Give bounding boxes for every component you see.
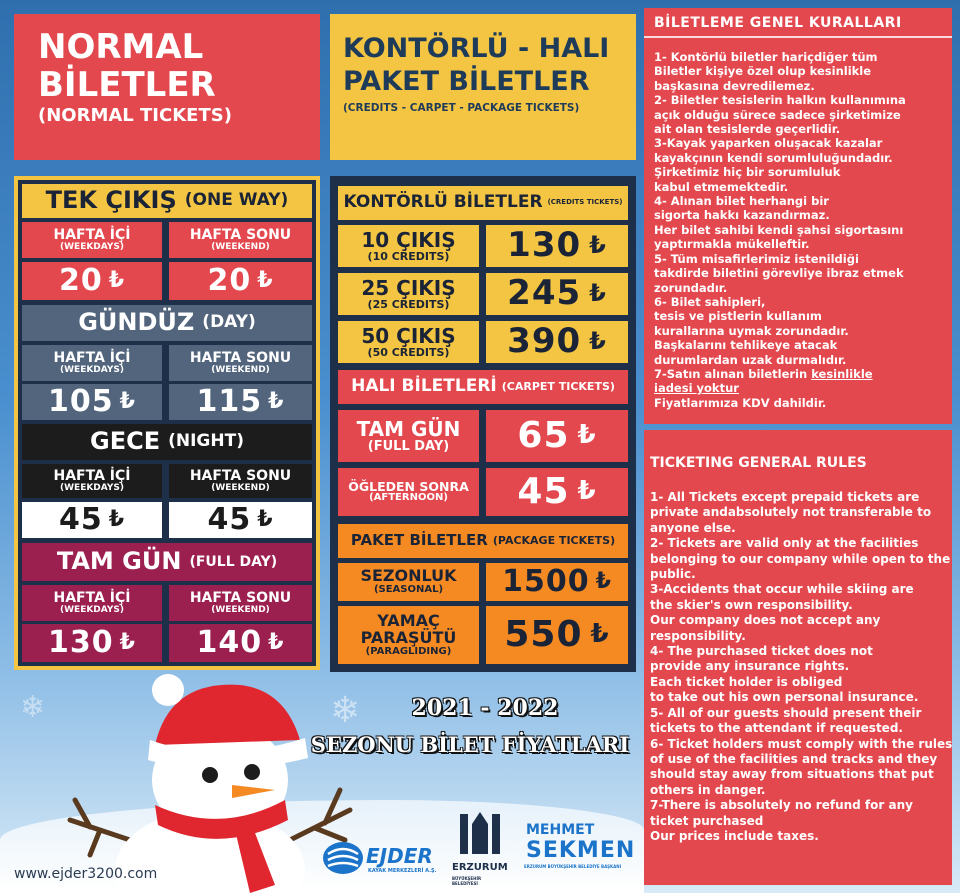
day-weekend-label	[169, 345, 312, 381]
rules-tr-line7-prefix: 7-Satın alınan biletlerin	[654, 366, 812, 381]
credits-header-sub: (CREDITS - CARPET - PACKAGE TICKETS)	[343, 102, 580, 114]
full-day-weekend-label	[169, 585, 312, 621]
ejder-logo	[322, 838, 442, 878]
price-value: 45	[58, 502, 103, 538]
erzurum-logo	[452, 806, 508, 886]
credits-label: 10 ÇIKIŞ	[361, 227, 456, 252]
rules-tr-line: Biletler kişiye özel olup kesinlikle	[654, 64, 872, 79]
one-way-weekend-price	[169, 262, 312, 300]
one-way-title-tr: TEK ÇIKIŞ	[45, 186, 177, 215]
carpet-title-tr: HALI BİLETLERİ	[351, 376, 497, 397]
day-weekdays-label	[22, 345, 162, 381]
night-title-en: (NIGHT)	[168, 431, 244, 452]
package-title-tr: PAKET BİLETLER	[350, 531, 488, 550]
carpet-title-en: (CARPET TICKETS)	[501, 380, 615, 394]
night-title	[22, 424, 312, 460]
night-title-tr: GECE	[90, 427, 161, 456]
rules-tr-line: Fiyatlarımıza KDV dahildir.	[654, 395, 827, 410]
rules-en-line: responsibility.	[650, 628, 746, 643]
weekend-label-en: (WEEKEND)	[211, 241, 270, 252]
credits-header	[330, 14, 636, 160]
full-day-title	[22, 543, 312, 581]
full-day-weekdays-price	[22, 624, 162, 662]
erzurum-logo-mark	[452, 806, 508, 862]
package-label-en: (PARAGLIDING)	[365, 645, 452, 657]
rules-en-line: belonging to our company while open to the	[650, 551, 951, 566]
rules-en-line: 3-Accidents that occur while skiing are	[650, 582, 914, 597]
erzurum-logo-text: ERZURUM	[452, 862, 508, 873]
rules-en-line: provide any insurance rights.	[650, 659, 850, 674]
price-value: 245	[507, 273, 582, 314]
rules-en-line: 4- The purchased ticket does not	[650, 644, 873, 659]
mehmet-sekmen-logo	[514, 816, 634, 876]
rules-tr-line	[654, 367, 948, 381]
normal-title-line1: NORMAL	[38, 27, 204, 67]
credits-row-price	[486, 321, 628, 363]
normal-title-line2: BİLETLER	[38, 65, 216, 105]
package-title	[338, 524, 628, 558]
weekend-label: HAFTA SONU	[189, 349, 292, 366]
carpet-label-en: (AFTERNOON)	[369, 492, 448, 504]
package-row-label	[338, 606, 479, 664]
full-day-title-tr: TAM GÜN	[56, 547, 182, 576]
price-value: 130	[48, 625, 114, 661]
snowflake-decoration: ❄	[330, 690, 361, 731]
website-link[interactable]: www.ejder3200.com	[14, 866, 158, 882]
credits-label-en: (10 CREDITS)	[367, 249, 450, 263]
lira-icon: ₺	[595, 569, 612, 595]
weekdays-label-en: (WEEKDAYS)	[60, 364, 124, 375]
rules-en-body	[650, 490, 954, 844]
season-title: SEZONU BİLET FİYATLARI	[310, 732, 630, 757]
rules-en-line: should stay away from situations that put	[650, 767, 934, 782]
lira-icon: ₺	[589, 327, 607, 356]
rules-en-line: Our prices include taxes.	[650, 828, 819, 843]
day-title	[22, 305, 312, 341]
lira-icon: ₺	[108, 507, 126, 533]
rules-tr-line: zorundadır.	[654, 280, 728, 295]
rules-tr-line: takdirde biletini görevliye ibraz etmek	[654, 266, 904, 281]
snowflake-decoration: ❄	[20, 690, 46, 725]
rules-tr-line: 6- Bilet sahipleri,	[654, 294, 766, 309]
lira-icon: ₺	[119, 630, 136, 656]
rules-tr-divider	[644, 36, 952, 38]
price-value: 140	[196, 625, 263, 661]
credits-header-line1: KONTÖRLÜ - HALI	[343, 33, 610, 64]
package-label: PARAŞÜTÜ	[360, 627, 457, 647]
lira-icon: ₺	[119, 389, 136, 415]
package-label-en: (SEASONAL)	[373, 584, 444, 596]
rules-en-line: Our company does not accept any	[650, 613, 881, 628]
credits-row-label	[338, 273, 479, 315]
credits-row-label	[338, 225, 479, 267]
weekdays-label: HAFTA İÇİ	[53, 226, 131, 243]
rules-en-line: 2- Tickets are valid only at the facilities	[650, 536, 919, 551]
rules-en-line: 7-There is absolutely no refund for any	[650, 798, 913, 813]
price-value: 1500	[502, 564, 590, 600]
one-way-title-en: (ONE WAY)	[184, 190, 289, 211]
package-row-price	[486, 563, 628, 601]
weekdays-label: HAFTA İÇİ	[53, 467, 131, 484]
rules-en-line: of use of the facilities and tracks and they	[650, 751, 938, 766]
sekmen-logo-sub: ERZURUM BÜYÜKŞEHİR BELEDİYE BAŞKANI	[524, 864, 622, 869]
carpet-row-label	[338, 410, 479, 462]
package-row-price	[486, 606, 628, 664]
rules-tr-line: durumlardan uzak durmalıdır.	[654, 352, 847, 367]
full-day-weekend-price	[169, 624, 312, 662]
ejder-logo-text: EJDER	[366, 844, 433, 868]
rules-tr-line	[654, 381, 948, 395]
price-value: 65	[517, 415, 570, 457]
rules-tr-line8-underlined: iadesi yoktur	[654, 381, 739, 396]
rules-tr-body	[654, 50, 948, 410]
lira-icon: ₺	[577, 420, 597, 451]
carpet-row-price	[486, 410, 628, 462]
rules-tr-line: Şirketimiz hiç bir sorumluluk	[654, 165, 841, 180]
weekdays-label: HAFTA İÇİ	[53, 589, 131, 606]
weekend-label: HAFTA SONU	[189, 467, 292, 484]
credits-header-line2: PAKET BİLETLER	[343, 66, 590, 97]
weekend-label: HAFTA SONU	[189, 589, 292, 606]
rules-en-line: Each ticket holder is obliged	[650, 674, 843, 689]
weekdays-label-en: (WEEKDAYS)	[60, 482, 124, 493]
rules-tr-title: BİLETLEME GENEL KURALLARI	[654, 15, 902, 31]
ejder-logo-sub: KAYAK MERKEZLERİ A.Ş.	[368, 868, 437, 874]
day-weekdays-price	[22, 384, 162, 420]
price-value: 20	[207, 263, 252, 299]
rules-en-title: TICKETING GENERAL RULES	[650, 455, 867, 471]
one-way-title	[22, 184, 312, 218]
credits-title-tr: KONTÖRLÜ BİLETLER	[343, 192, 543, 213]
erzurum-logo-sub: BÜYÜKŞEHİR BELEDİYESİ	[452, 876, 482, 886]
normal-tickets-header	[14, 14, 320, 160]
package-label: SEZONLUK	[360, 566, 457, 586]
credits-title	[338, 186, 628, 220]
rules-tr-line: 5- Tüm misafirlerimiz istenildiği	[654, 251, 859, 266]
credits-row-label	[338, 321, 479, 363]
package-title-en: (PACKAGE TICKETS)	[492, 534, 616, 548]
rules-tr-line: 4- Alınan bilet herhangi bir	[654, 194, 829, 209]
weekdays-label-en: (WEEKDAYS)	[60, 241, 124, 252]
rules-en-line: private andabsolutely not transferable to	[650, 505, 932, 520]
rules-en-line: anyone else.	[650, 520, 736, 535]
credits-row-price	[486, 273, 628, 315]
rules-tr-line: yaptırmakla mükelleftir.	[654, 237, 810, 252]
rules-tr-line: 1- Kontörlü biletler hariçdiğer tüm	[654, 50, 878, 64]
credits-title-en: (CREDITS TICKETS)	[547, 198, 623, 207]
price-value: 390	[507, 321, 582, 362]
night-weekend-label	[169, 464, 312, 498]
lira-icon: ₺	[589, 279, 607, 308]
rules-tr-line: kurallarına uymak zorundadır.	[654, 323, 849, 338]
rules-tr-line: sigorta hakkı kazandırmaz.	[654, 208, 830, 223]
rules-en-line: others in danger.	[650, 782, 766, 797]
lira-icon: ₺	[108, 268, 126, 294]
weekend-label-en: (WEEKEND)	[211, 604, 270, 615]
rules-en-line: 1- All Tickets except prepaid tickets are	[650, 490, 920, 504]
rules-tr-line: açık olduğu sürece sadece şirketimize	[654, 107, 901, 122]
lira-icon: ₺	[577, 476, 597, 507]
rules-en-line: public.	[650, 567, 696, 582]
rules-en-line: tickets to the attendant if requested.	[650, 721, 903, 736]
carpet-row-price	[486, 468, 628, 516]
credits-row-price	[486, 225, 628, 267]
weekend-label-en: (WEEKEND)	[211, 364, 270, 375]
rules-tr-line: başkasına devredilemez.	[654, 78, 815, 93]
rules-tr-line: kayakçının kendi sorumluluğundadır.	[654, 150, 893, 165]
one-way-weekdays-label	[22, 222, 162, 258]
sekmen-logo-text: SEKMEN	[526, 838, 636, 863]
rules-tr-line7-underlined: kesinlikle	[811, 366, 873, 381]
rules-en-line: 6- Ticket holders must comply with the rules	[650, 736, 953, 751]
ejder-logo-mark	[322, 840, 364, 876]
rules-tr-line: 3-Kayak yaparken oluşacak kazalar	[654, 136, 883, 151]
season-years: 2021 - 2022	[411, 695, 559, 721]
rules-tr-line: Her bilet sahibi kendi şahsi sigortasını	[654, 222, 904, 237]
lira-icon: ₺	[257, 268, 274, 294]
night-weekdays-price	[22, 502, 162, 538]
weekend-label: HAFTA SONU	[189, 226, 292, 243]
rules-tr-line: tesis ve pistlerin kullanım	[654, 309, 822, 324]
carpet-row-label	[338, 468, 479, 516]
lira-icon: ₺	[589, 231, 607, 260]
price-value: 550	[504, 614, 583, 656]
weekend-label-en: (WEEKEND)	[211, 482, 270, 493]
lira-icon: ₺	[268, 389, 285, 415]
rules-tr-line: 2- Biletler tesislerin halkın kullanımına	[654, 93, 906, 108]
one-way-weekend-label	[169, 222, 312, 258]
night-weekdays-label	[22, 464, 162, 498]
rules-en-line: the skier's own responsibility.	[650, 597, 853, 612]
rules-tr-line: Başkalarını tehlikeye atacak	[654, 338, 838, 353]
weekdays-label-en: (WEEKDAYS)	[60, 604, 124, 615]
price-value: 115	[196, 384, 263, 420]
lira-icon: ₺	[590, 619, 610, 650]
day-title-en: (DAY)	[202, 312, 256, 333]
mehmet-logo-text: MEHMET	[526, 822, 595, 838]
day-weekend-price	[169, 384, 312, 420]
day-title-tr: GÜNDÜZ	[78, 308, 195, 337]
lira-icon: ₺	[257, 507, 274, 533]
carpet-label: ÖĞLEDEN SONRA	[348, 479, 469, 495]
carpet-label: TAM GÜN	[356, 416, 461, 441]
credits-label-en: (25 CREDITS)	[367, 297, 450, 311]
price-value: 45	[207, 502, 252, 538]
carpet-label-en: (FULL DAY)	[367, 438, 450, 454]
lira-icon: ₺	[268, 630, 285, 656]
normal-title-sub: (NORMAL TICKETS)	[38, 105, 232, 126]
price-value: 20	[58, 263, 103, 299]
full-day-weekdays-label	[22, 585, 162, 621]
credits-label: 50 ÇIKIŞ	[361, 323, 456, 348]
rules-en-line: 5- All of our guests should present their	[650, 705, 922, 720]
carpet-title	[338, 370, 628, 404]
one-way-weekdays-price	[22, 262, 162, 300]
rules-en-line: to take out his own personal insurance.	[650, 690, 919, 705]
package-label: YAMAÇ	[377, 610, 440, 630]
snowman-illustration	[60, 670, 360, 893]
credits-label-en: (50 CREDITS)	[367, 345, 450, 359]
weekdays-label: HAFTA İÇİ	[53, 349, 131, 366]
night-weekend-price	[169, 502, 312, 538]
package-row-label	[338, 563, 479, 601]
rules-tr-line: kabul etmemektedir.	[654, 179, 789, 194]
full-day-title-en: (FULL DAY)	[189, 553, 278, 570]
price-value: 130	[507, 225, 582, 266]
price-value: 105	[48, 384, 114, 420]
rules-tr-line: ait olan tesislerde geçerlidir.	[654, 122, 841, 137]
rules-en-line: ticket purchased	[650, 813, 764, 828]
credits-label: 25 ÇIKIŞ	[361, 275, 456, 300]
price-value: 45	[517, 471, 570, 513]
